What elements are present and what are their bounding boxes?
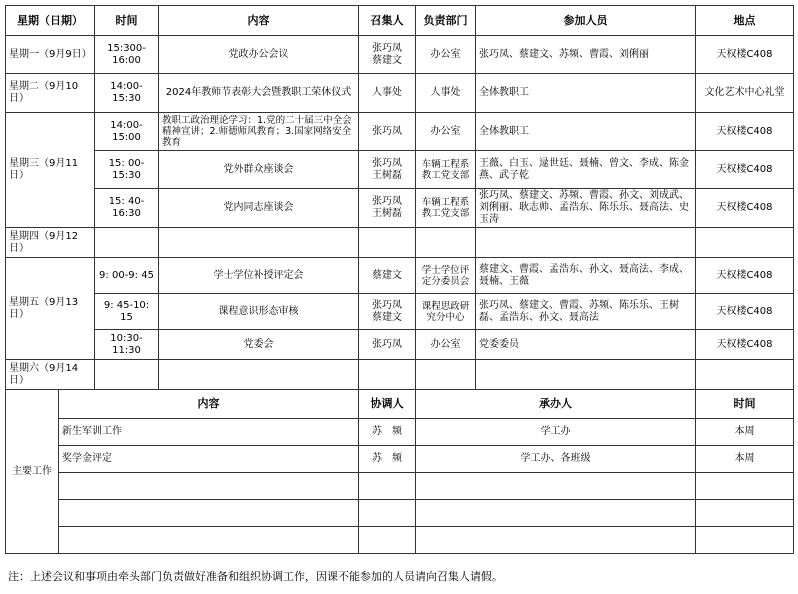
empty-cell xyxy=(416,527,696,554)
table-row xyxy=(6,36,794,74)
empty-cell xyxy=(95,360,159,390)
work-organizer-cell: 学工办、各班级 xyxy=(416,446,696,473)
empty-cell xyxy=(359,527,416,554)
main-work-header-time: 时间 xyxy=(696,390,794,419)
dept-cell: 车辆工程系教工党支部 xyxy=(416,189,476,228)
table-row xyxy=(6,419,794,446)
table-row xyxy=(6,527,794,554)
work-time-cell: 本周 xyxy=(696,446,794,473)
main-work-header-coordinator: 协调人 xyxy=(359,390,416,419)
header-row xyxy=(6,6,794,36)
participants-cell: 王薇、白玉、逯世廷、聂楠、曾文、李成、陈金燕、武子乾 xyxy=(476,151,696,189)
header-participants: 参加人员 xyxy=(476,6,696,36)
day-cell: 星期三（9月11日） xyxy=(6,113,95,228)
header-content: 内容 xyxy=(159,6,359,36)
participants-cell: 张巧凤、蔡建文、苏频、曹霞、孙文、刘成武、刘俐丽、耿志帅、孟浩东、陈乐乐、聂高法、史玉涛 xyxy=(476,189,696,228)
empty-cell xyxy=(696,473,794,500)
header-day: 星期（日期） xyxy=(6,6,95,36)
empty-cell xyxy=(359,228,416,258)
time-cell: 15: 00-15:30 xyxy=(95,151,159,189)
empty-cell xyxy=(476,360,696,390)
participants-cell: 蔡建文、曹霞、孟浩东、孙文、聂高法、李成、聂楠、王薇 xyxy=(476,258,696,294)
content-cell: 党政办公会议 xyxy=(159,36,359,74)
work-coordinator-cell: 苏 频 xyxy=(359,419,416,446)
time-cell: 14:00-15:30 xyxy=(95,74,159,113)
location-cell: 天权楼C408 xyxy=(696,294,794,330)
table-row xyxy=(6,258,794,294)
time-cell: 14:00-15:00 xyxy=(95,113,159,151)
empty-cell xyxy=(159,360,359,390)
work-content-cell: 新生军训工作 xyxy=(59,419,359,446)
empty-cell xyxy=(359,500,416,527)
time-cell: 9: 00-9: 45 xyxy=(95,258,159,294)
header-convener: 召集人 xyxy=(359,6,416,36)
convener-cell: 张巧凤 蔡建文 xyxy=(359,36,416,74)
day-cell: 星期四（9月12日） xyxy=(6,228,95,258)
convener-cell: 张巧凤 蔡建文 xyxy=(359,294,416,330)
location-cell: 天权楼C408 xyxy=(696,151,794,189)
table-row xyxy=(6,500,794,527)
table-row xyxy=(6,446,794,473)
convener-cell: 张巧凤 xyxy=(359,330,416,360)
empty-cell xyxy=(696,500,794,527)
dept-cell: 人事处 xyxy=(416,74,476,113)
dept-cell: 学士学位评定分委员会 xyxy=(416,258,476,294)
empty-cell xyxy=(359,473,416,500)
table-row xyxy=(6,294,794,330)
content-cell: 2024年教师节表彰大会暨教职工荣休仪式 xyxy=(159,74,359,113)
footnote: 注：上述会议和事项由牵头部门负责做好准备和组织协调工作，因课不能参加的人员请向召集人请假。 xyxy=(8,570,503,583)
content-cell: 党外群众座谈会 xyxy=(159,151,359,189)
work-organizer-cell: 学工办 xyxy=(416,419,696,446)
day-cell: 星期六（9月14日） xyxy=(6,360,95,390)
header-time: 时间 xyxy=(95,6,159,36)
empty-cell xyxy=(416,473,696,500)
work-time-cell: 本周 xyxy=(696,419,794,446)
empty-cell xyxy=(59,527,359,554)
main-work-header-content: 内容 xyxy=(59,390,359,419)
location-cell: 天权楼C408 xyxy=(696,330,794,360)
day-cell: 星期五（9月13日） xyxy=(6,258,95,360)
table-row xyxy=(6,473,794,500)
table-row xyxy=(6,228,794,258)
empty-cell xyxy=(95,228,159,258)
convener-cell: 张巧凤 xyxy=(359,113,416,151)
day-cell: 星期二（9月10日） xyxy=(6,74,95,113)
day-cell: 星期一（9月9日） xyxy=(6,36,95,74)
table-row xyxy=(6,74,794,113)
main-work-header-row xyxy=(6,390,794,419)
location-cell: 天权楼C408 xyxy=(696,113,794,151)
header-location: 地点 xyxy=(696,6,794,36)
content-cell: 党委会 xyxy=(159,330,359,360)
work-coordinator-cell: 苏 频 xyxy=(359,446,416,473)
convener-cell: 蔡建文 xyxy=(359,258,416,294)
participants-cell: 党委委员 xyxy=(476,330,696,360)
dept-cell: 办公室 xyxy=(416,113,476,151)
dept-cell: 办公室 xyxy=(416,36,476,74)
table-row xyxy=(6,151,794,189)
empty-cell xyxy=(696,360,794,390)
schedule-sheet xyxy=(5,5,793,554)
dept-cell: 办公室 xyxy=(416,330,476,360)
empty-cell xyxy=(59,500,359,527)
participants-cell: 全体教职工 xyxy=(476,113,696,151)
participants-cell: 张巧凤、蔡建文、曹霞、苏频、陈乐乐、王树磊、孟浩东、孙文、聂高法 xyxy=(476,294,696,330)
content-cell: 教职工政治理论学习：1.党的二十届三中全会精神宣讲；2.师德师风教育；3.国家网络安全教育 xyxy=(159,113,359,151)
empty-cell xyxy=(159,228,359,258)
location-cell: 天权楼C408 xyxy=(696,189,794,228)
header-dept: 负责部门 xyxy=(416,6,476,36)
content-cell: 学士学位补授评定会 xyxy=(159,258,359,294)
convener-cell: 人事处 xyxy=(359,74,416,113)
empty-cell xyxy=(359,360,416,390)
location-cell: 天权楼C408 xyxy=(696,258,794,294)
dept-cell: 车辆工程系教工党支部 xyxy=(416,151,476,189)
participants-cell: 张巧凤、蔡建文、苏频、曹霞、刘俐丽 xyxy=(476,36,696,74)
empty-cell xyxy=(59,473,359,500)
empty-cell xyxy=(696,228,794,258)
location-cell: 天权楼C408 xyxy=(696,36,794,74)
table-row xyxy=(6,330,794,360)
table-row xyxy=(6,360,794,390)
main-work-label: 主要工作 xyxy=(6,390,59,554)
location-cell: 文化艺术中心礼堂 xyxy=(696,74,794,113)
participants-cell: 全体教职工 xyxy=(476,74,696,113)
table-row xyxy=(6,189,794,228)
convener-cell: 张巧凤 王树磊 xyxy=(359,151,416,189)
empty-cell xyxy=(416,360,476,390)
convener-cell: 张巧凤 王树磊 xyxy=(359,189,416,228)
time-cell: 15: 40-16:30 xyxy=(95,189,159,228)
empty-cell xyxy=(416,228,476,258)
content-cell: 党内同志座谈会 xyxy=(159,189,359,228)
time-cell: 15:300-16:00 xyxy=(95,36,159,74)
work-content-cell: 奖学金评定 xyxy=(59,446,359,473)
time-cell: 10:30-11:30 xyxy=(95,330,159,360)
empty-cell xyxy=(476,228,696,258)
empty-cell xyxy=(696,527,794,554)
dept-cell: 课程思政研究分中心 xyxy=(416,294,476,330)
schedule-table xyxy=(5,5,794,554)
time-cell: 9: 45-10: 15 xyxy=(95,294,159,330)
empty-cell xyxy=(416,500,696,527)
content-cell: 课程意识形态审核 xyxy=(159,294,359,330)
main-work-header-organizer: 承办人 xyxy=(416,390,696,419)
table-row xyxy=(6,113,794,151)
